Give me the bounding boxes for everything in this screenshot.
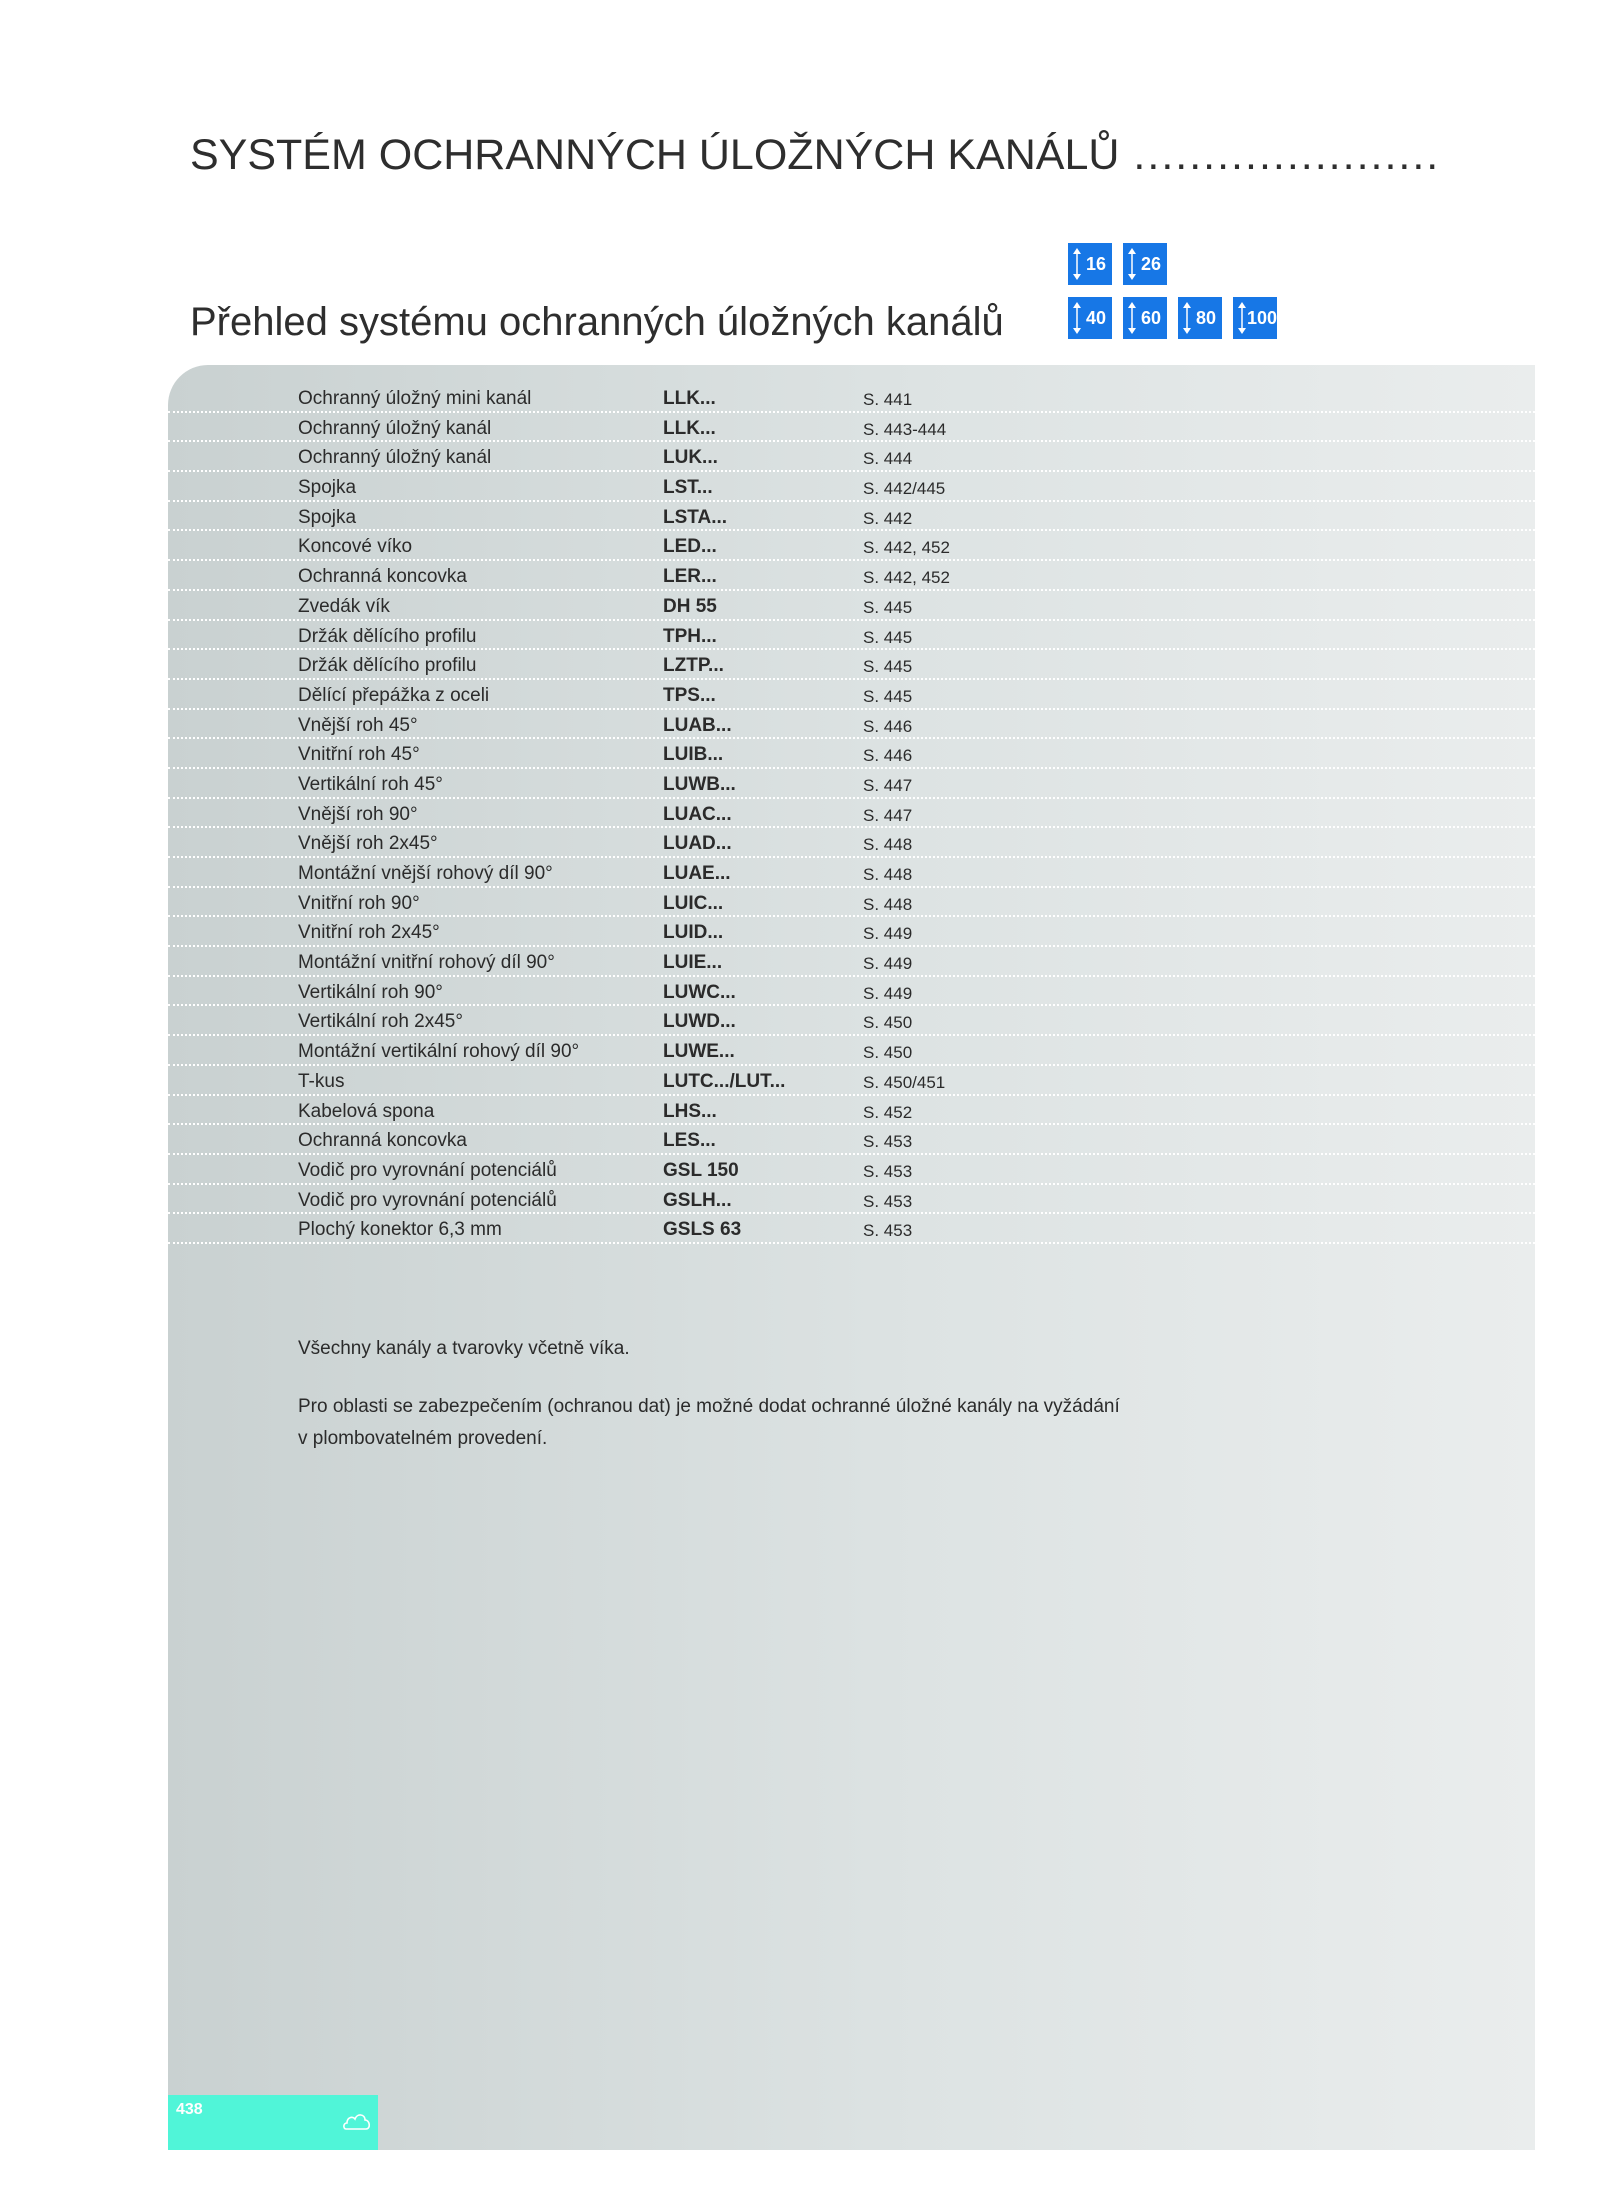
product-code: LLK...	[663, 388, 716, 409]
note-all-including-lid: Všechny kanály a tvarovky včetně víka.	[298, 1338, 630, 1359]
page-reference: S. 449	[863, 983, 913, 1003]
page-reference: S. 442, 452	[863, 538, 950, 558]
note-security-line-2: v plombovatelném provedení.	[298, 1428, 548, 1449]
table-row	[168, 977, 1535, 1007]
product-code: LUWC...	[663, 981, 736, 1003]
product-code: LED...	[663, 536, 717, 558]
page-reference: S. 452	[863, 1102, 913, 1122]
table-row	[168, 442, 1535, 472]
size-badge-value: 26	[1140, 254, 1162, 274]
table-row	[168, 858, 1535, 888]
size-badge	[1123, 297, 1167, 339]
product-name: Dělící přepážka z oceli	[298, 684, 490, 706]
table-row	[168, 799, 1535, 829]
page-reference: S. 450	[863, 1043, 913, 1063]
height-arrow-icon	[1128, 302, 1136, 334]
table-row	[168, 502, 1535, 532]
product-code: LUTC.../LUT...	[663, 1070, 786, 1092]
table-row	[168, 917, 1535, 947]
page-reference: S. 450	[863, 1013, 913, 1033]
size-badge-value: 100	[1247, 308, 1278, 328]
table-row	[168, 621, 1535, 651]
table-row	[168, 1125, 1535, 1155]
page-reference: S. 449	[863, 954, 913, 974]
page-reference: S. 449	[863, 924, 913, 944]
page-reference: S. 442, 452	[863, 568, 950, 588]
page-reference: S. 453	[863, 1132, 913, 1152]
cloud-outline-icon	[342, 2107, 372, 2135]
size-badge-value: 60	[1140, 308, 1162, 328]
table-row	[168, 828, 1535, 858]
overview-panel	[168, 365, 1535, 2150]
height-arrow-icon	[1073, 302, 1081, 334]
page-reference: S. 453	[863, 1161, 913, 1181]
product-code: LHS...	[663, 1100, 717, 1122]
title-leader-dots: ......................	[1133, 131, 1441, 179]
table-row	[168, 769, 1535, 799]
table-row	[168, 1006, 1535, 1036]
product-name: Spojka	[298, 506, 357, 528]
table-row	[168, 413, 1535, 443]
product-name: Vnitřní roh 2x45°	[298, 922, 440, 944]
page-reference: S. 445	[863, 657, 913, 677]
note-security-line-1: Pro oblasti se zabezpečením (ochranou dat) je možné dodat ochranné úložné kanály na vyžádání	[298, 1396, 1120, 1417]
size-badge-value: 80	[1195, 308, 1217, 328]
product-name: Vodič pro vyrovnání potenciálů	[298, 1189, 557, 1211]
page-reference: S. 445	[863, 686, 913, 706]
product-name: Vertikální roh 90°	[298, 981, 443, 1003]
product-code: LUIB...	[663, 744, 724, 766]
product-code: LUAE...	[663, 863, 731, 884]
product-code: LLK...	[663, 417, 716, 439]
table-row	[168, 1185, 1535, 1215]
table-row	[168, 383, 1535, 413]
height-arrow-icon	[1238, 302, 1246, 334]
product-code: LZTP...	[663, 655, 724, 677]
page-reference: S. 442	[863, 508, 913, 528]
product-name: Spojka	[298, 477, 357, 499]
product-code: LES...	[663, 1130, 716, 1152]
page-reference: S. 447	[863, 775, 913, 795]
footer-page-tab	[168, 2095, 378, 2150]
size-badge-value: 16	[1085, 254, 1107, 274]
size-badge	[1068, 243, 1112, 285]
product-name: Vertikální roh 45°	[298, 773, 443, 795]
product-name: Ochranný úložný kanál	[298, 417, 492, 439]
page-reference: S. 443-444	[863, 419, 947, 439]
height-arrow-icon	[1128, 248, 1136, 280]
product-code: LUAD...	[663, 833, 732, 855]
size-badge	[1233, 297, 1277, 339]
product-code: LUWB...	[663, 773, 736, 795]
table-row	[168, 1214, 1535, 1244]
product-name: Vnitřní roh 45°	[298, 744, 420, 766]
product-code: GSLH...	[663, 1189, 732, 1211]
table-row	[168, 947, 1535, 977]
product-name: Vnější roh 45°	[298, 714, 418, 736]
size-badge	[1123, 243, 1167, 285]
product-name: Ochranná koncovka	[298, 566, 467, 588]
size-badge-value: 40	[1085, 308, 1107, 328]
table-row	[168, 1155, 1535, 1185]
product-name: Držák dělícího profilu	[298, 625, 477, 647]
page-reference: S. 448	[863, 894, 913, 914]
product-code: LUAB...	[663, 714, 732, 736]
page-reference: S. 446	[863, 746, 913, 766]
page-reference: S. 442/445	[863, 479, 946, 499]
page-reference: S. 448	[863, 865, 913, 884]
page-reference: S. 453	[863, 1221, 913, 1241]
product-code: LUIC...	[663, 892, 724, 914]
product-code: GSL 150	[663, 1159, 739, 1181]
product-code: LSTA...	[663, 506, 728, 528]
page-reference: S. 445	[863, 627, 913, 647]
product-name: Vnitřní roh 90°	[298, 892, 420, 914]
product-name: T-kus	[298, 1070, 345, 1092]
size-badge	[1068, 297, 1112, 339]
table-row	[168, 739, 1535, 769]
page-reference: S. 444	[863, 449, 913, 469]
product-code: LUK...	[663, 447, 718, 469]
product-name: Ochranná koncovka	[298, 1130, 467, 1152]
size-badge	[1178, 297, 1222, 339]
product-name: Montážní vnější rohový díl 90°	[298, 863, 553, 884]
product-name: Koncové víko	[298, 536, 413, 558]
product-name: Vertikální roh 2x45°	[298, 1011, 463, 1033]
height-arrow-icon	[1073, 248, 1081, 280]
product-code: LUWD...	[663, 1011, 736, 1033]
section-subtitle: Přehled systému ochranných úložných kanálů	[190, 300, 1004, 344]
table-row	[168, 531, 1535, 561]
product-code: LUIE...	[663, 952, 723, 974]
page-reference: S. 448	[863, 835, 913, 855]
product-name: Montážní vnitřní rohový díl 90°	[298, 952, 555, 974]
table-row	[168, 680, 1535, 710]
product-name: Držák dělícího profilu	[298, 655, 477, 677]
page-reference: S. 453	[863, 1191, 913, 1211]
product-name: Vnější roh 90°	[298, 803, 418, 825]
page-reference: S. 447	[863, 805, 913, 825]
product-code: LST...	[663, 477, 713, 499]
page-reference: S. 441	[863, 390, 913, 409]
product-code: TPH...	[663, 625, 717, 647]
product-code: LUAC...	[663, 803, 732, 825]
product-name: Plochý konektor 6,3 mm	[298, 1219, 502, 1241]
product-name: Ochranný úložný mini kanál	[298, 388, 532, 409]
table-row	[168, 1066, 1535, 1096]
product-name: Montážní vertikální rohový díl 90°	[298, 1041, 580, 1063]
page-reference: S. 450/451	[863, 1072, 946, 1092]
table-row	[168, 561, 1535, 591]
table-row	[168, 472, 1535, 502]
page-number: 438	[176, 2101, 203, 2118]
product-name: Zvedák vík	[298, 595, 390, 617]
page-title	[190, 126, 1535, 184]
height-arrow-icon	[1183, 302, 1191, 334]
product-code: TPS...	[663, 684, 716, 706]
page-title-text: SYSTÉM OCHRANNÝCH ÚLOŽNÝCH KANÁLŮ	[190, 131, 1120, 179]
product-code: LER...	[663, 566, 717, 588]
product-table	[168, 383, 1535, 1244]
page-reference: S. 445	[863, 597, 913, 617]
table-row	[168, 1096, 1535, 1126]
product-name: Kabelová spona	[298, 1100, 435, 1122]
table-row	[168, 591, 1535, 621]
product-name: Vnější roh 2x45°	[298, 833, 438, 855]
product-name: Vodič pro vyrovnání potenciálů	[298, 1159, 557, 1181]
product-code: LUWE...	[663, 1041, 735, 1063]
page-reference: S. 446	[863, 716, 913, 736]
table-row	[168, 710, 1535, 740]
product-name: Ochranný úložný kanál	[298, 447, 492, 469]
table-row	[168, 1036, 1535, 1066]
product-code: GSLS 63	[663, 1219, 742, 1241]
table-row	[168, 650, 1535, 680]
product-code: DH 55	[663, 595, 717, 617]
table-row	[168, 888, 1535, 918]
product-code: LUID...	[663, 922, 724, 944]
